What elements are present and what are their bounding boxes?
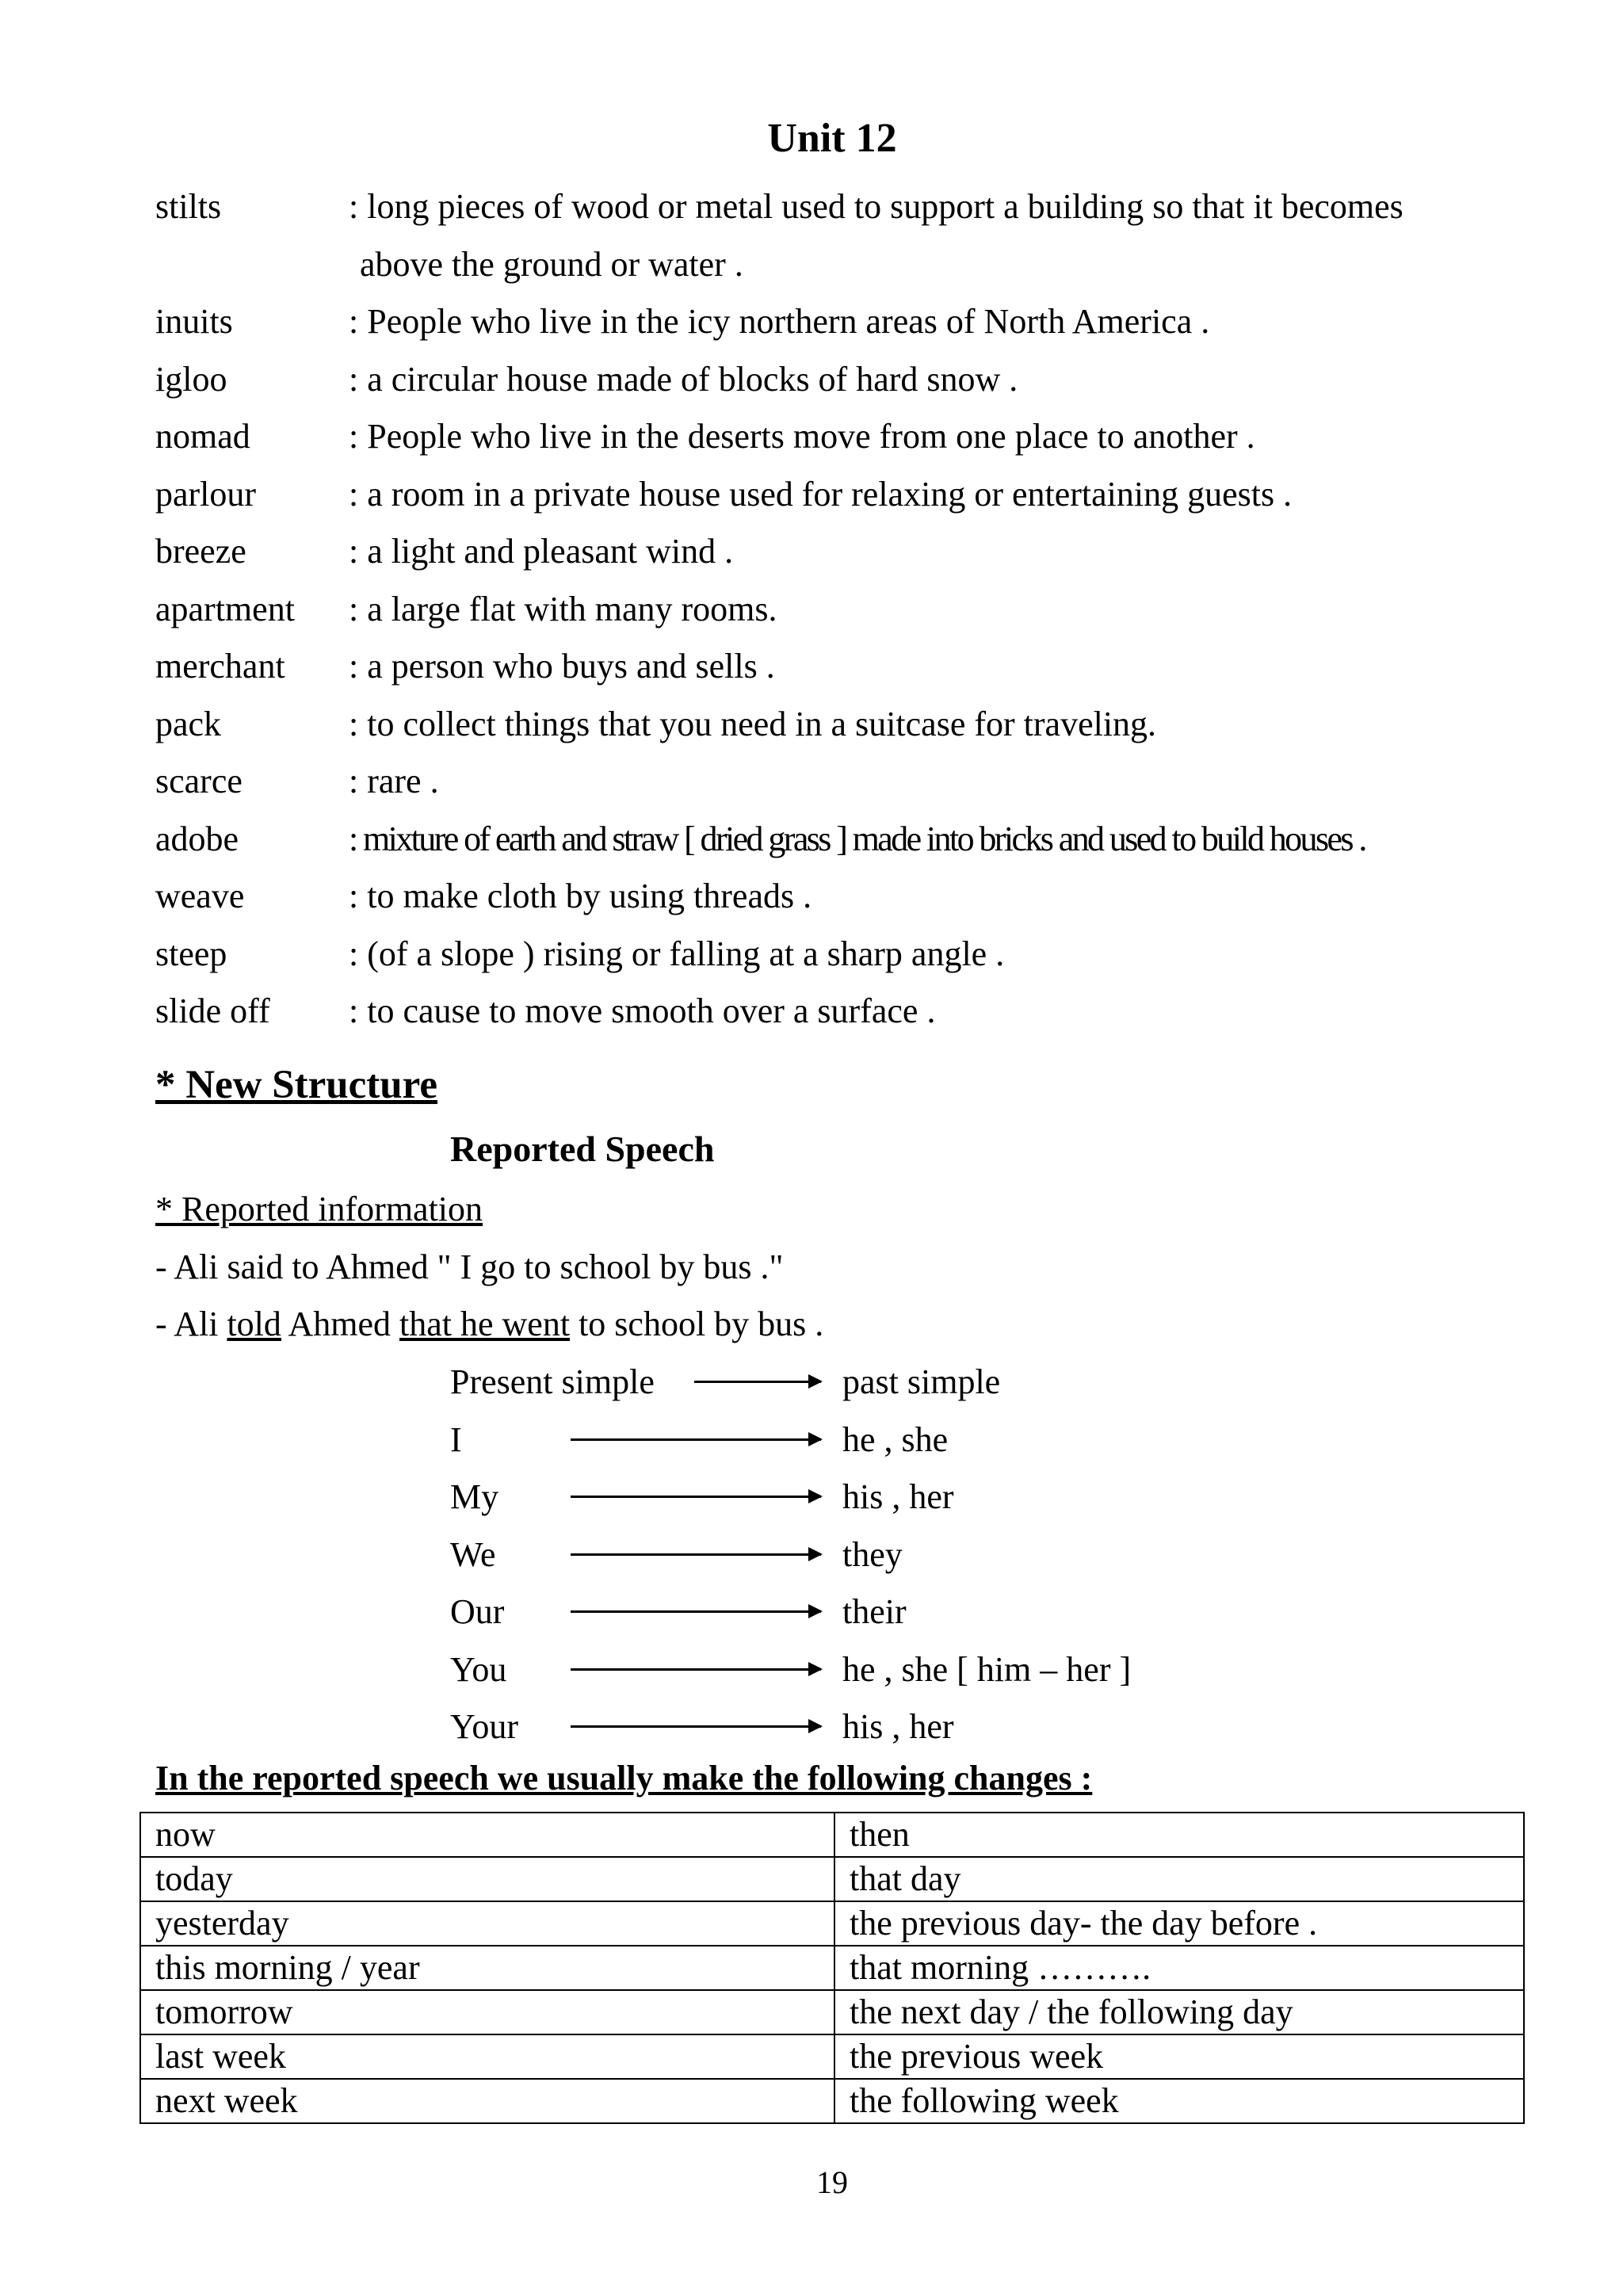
right-arrow-icon xyxy=(571,1553,821,1556)
change-from: We xyxy=(450,1534,496,1574)
vocab-definition: : rare . xyxy=(349,762,439,800)
right-arrow-icon xyxy=(571,1438,821,1441)
section-label: * Reported information xyxy=(155,1190,483,1228)
table-cell-reported: the previous week xyxy=(834,2034,1524,2079)
vocab-definition: : to cause to move smooth over a surface . xyxy=(349,991,936,1030)
vocab-definition: : People who live in the deserts move from one place to another . xyxy=(349,417,1255,456)
vocab-definition: : a room in a private house used for relaxing or entertaining guests . xyxy=(349,474,1293,514)
change-to: his , her xyxy=(842,1477,954,1516)
example-lines xyxy=(155,1181,823,1354)
vocab-definition: : mixture of earth and straw [ dried grass ] made into bricks and used to build houses . xyxy=(349,819,1365,858)
section-heading: * New Structure xyxy=(155,1063,437,1107)
change-from: My xyxy=(450,1477,499,1516)
vocab-entry xyxy=(155,581,1550,639)
example-text: to school by bus . xyxy=(570,1305,824,1343)
change-from: Present simple xyxy=(450,1362,655,1401)
table-cell-direct: now xyxy=(140,1813,834,1857)
change-to: their xyxy=(842,1592,907,1631)
change-from: You xyxy=(450,1649,507,1689)
right-arrow-icon xyxy=(571,1496,821,1498)
vocab-entry xyxy=(155,466,1550,524)
example-text: Ahmed xyxy=(281,1305,400,1343)
vocab-word: breeze xyxy=(155,532,246,571)
table-row xyxy=(140,1901,1524,1946)
vocab-definition-continuation: above the ground or water . xyxy=(360,244,743,284)
table-cell-reported: the previous day- the day before . xyxy=(834,1901,1524,1946)
example-underlined-verb: told xyxy=(227,1305,281,1343)
vocab-word: inuits xyxy=(155,302,233,341)
change-from: Your xyxy=(450,1707,519,1746)
right-arrow-icon xyxy=(571,1668,821,1671)
vocab-word: adobe xyxy=(155,819,239,858)
table-cell-direct: last week xyxy=(140,2034,834,2079)
change-to: they xyxy=(842,1534,903,1574)
right-arrow-icon xyxy=(694,1381,821,1383)
vocab-word: weave xyxy=(155,877,245,915)
table-row xyxy=(140,2079,1524,2123)
vocab-word: stilts xyxy=(155,187,222,226)
change-to: past simple xyxy=(842,1362,1001,1401)
vocab-word: steep xyxy=(155,934,227,973)
change-from: I xyxy=(450,1419,462,1459)
vocabulary-list xyxy=(155,178,1550,1041)
vocab-entry xyxy=(155,983,1550,1041)
change-from: Our xyxy=(450,1592,505,1631)
vocab-entry xyxy=(155,638,1550,696)
example-reported-speech xyxy=(155,1296,823,1354)
vocab-word: nomad xyxy=(155,417,250,456)
table-cell-direct: yesterday xyxy=(140,1901,834,1946)
vocab-entry xyxy=(155,523,1550,581)
table-cell-reported: then xyxy=(834,1813,1524,1857)
vocab-definition: : long pieces of wood or metal used to support a building so that it becomes xyxy=(349,187,1403,226)
vocab-word: slide off xyxy=(155,991,270,1030)
vocab-entry xyxy=(155,696,1550,754)
table-cell-reported: that morning ………. xyxy=(834,1946,1524,1990)
vocab-definition: : a circular house made of blocks of hard snow . xyxy=(349,359,1018,399)
changes-heading: In the reported speech we usually make the following changes : xyxy=(155,1759,1093,1797)
example-underlined-clause: that he went xyxy=(399,1305,571,1343)
vocab-entry xyxy=(155,351,1550,409)
table-row xyxy=(140,1946,1524,1990)
vocab-definition: : to collect things that you need in a suitcase for traveling. xyxy=(349,704,1157,743)
vocab-word: apartment xyxy=(155,589,295,628)
change-to: his , her xyxy=(842,1707,954,1746)
vocab-entry xyxy=(155,811,1550,869)
vocab-entry xyxy=(155,408,1550,466)
vocab-word: pack xyxy=(155,704,222,743)
unit-title: Unit 12 xyxy=(767,116,897,161)
vocab-definition: : (of a slope ) rising or falling at a sharp angle . xyxy=(349,934,1005,973)
example-text: - Ali xyxy=(155,1305,227,1343)
example-direct-speech: - Ali said to Ahmed " I go to school by bus ." xyxy=(155,1247,784,1286)
change-to: he , she xyxy=(842,1419,949,1459)
changes-table xyxy=(139,1812,1525,2124)
table-row xyxy=(140,2034,1524,2079)
table-row xyxy=(140,1990,1524,2034)
vocab-word: scarce xyxy=(155,762,242,800)
vocab-entry xyxy=(155,926,1550,984)
right-arrow-icon xyxy=(571,1610,821,1613)
vocab-entry xyxy=(155,868,1550,926)
section-subheading: Reported Speech xyxy=(450,1129,715,1169)
page-number: 19 xyxy=(816,2164,848,2200)
vocab-definition: : a person who buys and sells . xyxy=(349,647,775,686)
vocab-entry xyxy=(155,178,1550,236)
vocab-entry xyxy=(155,753,1550,811)
vocab-definition: : to make cloth by using threads . xyxy=(349,877,812,915)
table-cell-direct: tomorrow xyxy=(140,1990,834,2034)
vocab-definition: : a light and pleasant wind . xyxy=(349,532,734,571)
vocab-definition: : a large flat with many rooms. xyxy=(349,589,777,628)
right-arrow-icon xyxy=(571,1725,821,1728)
table-row xyxy=(140,1857,1524,1901)
vocab-definition: : People who live in the icy northern areas of North America . xyxy=(349,302,1210,341)
vocab-entry xyxy=(155,293,1550,351)
table-row xyxy=(140,1813,1524,1857)
table-cell-reported: the following week xyxy=(834,2079,1524,2123)
change-to: he , she [ him – her ] xyxy=(842,1649,1132,1689)
vocab-word: igloo xyxy=(155,359,227,399)
table-cell-direct: today xyxy=(140,1857,834,1901)
vocab-word: parlour xyxy=(155,474,257,514)
table-cell-reported: that day xyxy=(834,1857,1524,1901)
vocab-word: merchant xyxy=(155,647,285,686)
table-cell-direct: this morning / year xyxy=(140,1946,834,1990)
table-cell-reported: the next day / the following day xyxy=(834,1990,1524,2034)
table-cell-direct: next week xyxy=(140,2079,834,2123)
